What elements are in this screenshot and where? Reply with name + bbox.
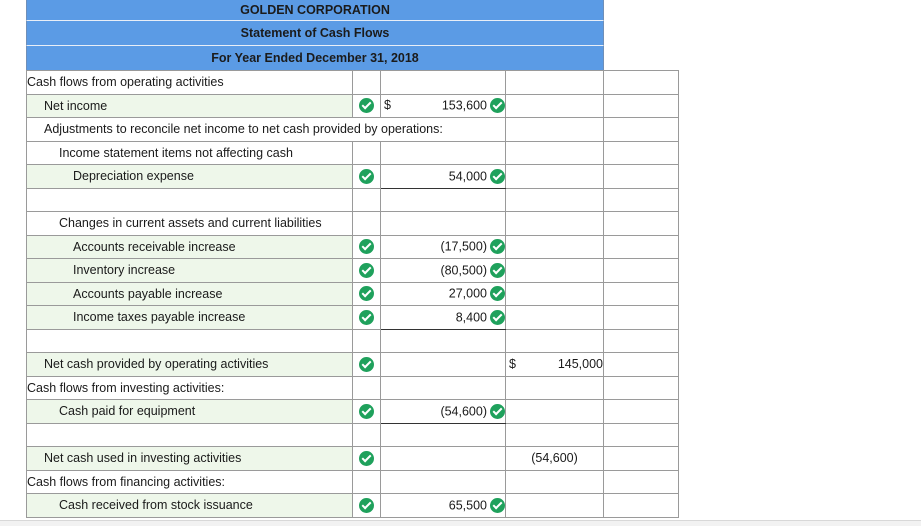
extra-cell — [604, 141, 679, 165]
amount-cell[interactable] — [381, 71, 506, 95]
amount-cell[interactable] — [381, 212, 506, 236]
total-value: 145,000 — [557, 357, 603, 372]
checkmark-icon — [359, 263, 374, 278]
extra-cell — [604, 71, 679, 95]
extra-cell — [604, 235, 679, 259]
row-label[interactable] — [27, 329, 353, 353]
checkmark-icon — [490, 498, 505, 513]
table-row — [27, 188, 679, 212]
row-label[interactable]: Inventory increase — [27, 259, 353, 283]
extra-cell — [604, 376, 679, 400]
amount-value: (17,500) — [440, 239, 487, 254]
cash-flow-table — [26, 70, 679, 518]
amount-cell[interactable] — [381, 165, 506, 189]
extra-cell — [604, 259, 679, 283]
table-row — [27, 235, 679, 259]
statement-period: For Year Ended December 31, 2018 — [211, 51, 419, 65]
checkmark-icon — [359, 98, 374, 113]
extra-cell — [604, 353, 679, 377]
row-check-cell — [353, 188, 381, 212]
amount-cell[interactable] — [381, 282, 506, 306]
checkmark-icon — [359, 498, 374, 513]
row-check-cell — [353, 71, 381, 95]
amount-cell[interactable] — [381, 376, 506, 400]
table-row — [27, 376, 679, 400]
total-cell[interactable] — [506, 118, 604, 142]
extra-cell — [604, 447, 679, 471]
total-cell[interactable] — [506, 212, 604, 236]
amount-cell[interactable] — [381, 306, 506, 330]
amount-cell[interactable] — [381, 353, 506, 377]
currency-symbol: $ — [509, 357, 516, 372]
table-row — [27, 494, 679, 518]
table-row — [27, 400, 679, 424]
total-cell[interactable] — [506, 94, 604, 118]
table-row — [27, 282, 679, 306]
row-label[interactable]: Income taxes payable increase — [27, 306, 353, 330]
total-value: (54,600) — [531, 451, 578, 466]
table-row — [27, 141, 679, 165]
row-check-cell — [353, 447, 381, 471]
row-label[interactable]: Cash paid for equipment — [27, 400, 353, 424]
checkmark-icon — [359, 239, 374, 254]
checkmark-icon — [359, 404, 374, 419]
header-company — [26, 0, 604, 21]
amount-cell[interactable] — [381, 259, 506, 283]
row-check-cell — [353, 259, 381, 283]
total-cell[interactable] — [506, 447, 604, 471]
amount-cell[interactable] — [381, 494, 506, 518]
header-period — [26, 46, 604, 71]
amount-value: 8,400 — [455, 310, 487, 325]
row-label[interactable]: Accounts receivable increase — [27, 235, 353, 259]
extra-cell — [604, 94, 679, 118]
checkmark-icon — [490, 310, 505, 325]
amount-value: (80,500) — [440, 263, 487, 278]
table-row — [27, 306, 679, 330]
company-name: GOLDEN CORPORATION — [240, 3, 390, 17]
extra-cell — [604, 282, 679, 306]
row-label[interactable]: Depreciation expense — [27, 165, 353, 189]
table-row — [27, 94, 679, 118]
amount-cell[interactable] — [381, 447, 506, 471]
row-label[interactable]: Accounts payable increase — [27, 282, 353, 306]
amount-cell[interactable] — [381, 94, 506, 118]
row-check-cell — [353, 353, 381, 377]
table-row — [27, 353, 679, 377]
total-cell[interactable] — [506, 400, 604, 424]
extra-cell — [604, 400, 679, 424]
row-check-cell — [353, 494, 381, 518]
total-cell[interactable] — [506, 353, 604, 377]
checkmark-icon — [359, 310, 374, 325]
row-check-cell — [353, 141, 381, 165]
extra-cell — [604, 212, 679, 236]
checkmark-icon — [359, 451, 374, 466]
table-row — [27, 259, 679, 283]
total-cell[interactable] — [506, 141, 604, 165]
row-check-cell — [353, 282, 381, 306]
row-check-cell — [353, 165, 381, 189]
total-cell[interactable] — [506, 470, 604, 494]
statement-title: Statement of Cash Flows — [240, 26, 390, 40]
row-label: Cash flows from financing activities: — [27, 470, 353, 494]
total-cell[interactable] — [506, 282, 604, 306]
amount-value: 65,500 — [448, 498, 487, 513]
extra-cell — [604, 118, 679, 142]
row-check-cell — [353, 94, 381, 118]
amount-value: 54,000 — [448, 169, 487, 184]
row-check-cell — [353, 235, 381, 259]
amount-cell[interactable] — [381, 235, 506, 259]
page-bottom-edge — [0, 520, 921, 526]
amount-value: 153,600 — [441, 98, 487, 113]
table-row — [27, 165, 679, 189]
row-label[interactable]: Cash received from stock issuance — [27, 494, 353, 518]
total-cell[interactable] — [506, 259, 604, 283]
table-row — [27, 71, 679, 95]
row-check-cell — [353, 329, 381, 353]
row-label: Cash flows from operating activities — [27, 71, 353, 95]
table-row — [27, 423, 679, 447]
checkmark-icon — [490, 239, 505, 254]
checkmark-icon — [490, 169, 505, 184]
checkmark-icon — [359, 357, 374, 372]
total-cell[interactable] — [506, 376, 604, 400]
checkmark-icon — [359, 169, 374, 184]
extra-cell — [604, 329, 679, 353]
checkmark-icon — [490, 98, 505, 113]
amount-cell[interactable] — [381, 188, 506, 212]
checkmark-icon — [359, 286, 374, 301]
extra-cell — [604, 188, 679, 212]
row-label: Cash flows from investing activities: — [27, 376, 353, 400]
total-cell[interactable] — [506, 165, 604, 189]
total-cell[interactable] — [506, 494, 604, 518]
table-row — [27, 470, 679, 494]
row-label[interactable]: Net cash provided by operating activities — [27, 353, 353, 377]
table-row — [27, 118, 679, 142]
checkmark-icon — [490, 404, 505, 419]
row-label[interactable] — [27, 423, 353, 447]
table-row — [27, 212, 679, 236]
total-cell[interactable] — [506, 306, 604, 330]
total-cell[interactable] — [506, 188, 604, 212]
extra-cell — [604, 423, 679, 447]
extra-cell — [604, 165, 679, 189]
row-check-cell — [353, 423, 381, 447]
amount-cell[interactable] — [381, 329, 506, 353]
amount-cell[interactable] — [381, 141, 506, 165]
header-statement — [26, 21, 604, 46]
row-label: Income statement items not affecting cash — [27, 141, 353, 165]
checkmark-icon — [490, 286, 505, 301]
row-label[interactable]: Net income — [27, 94, 353, 118]
extra-cell — [604, 306, 679, 330]
row-label[interactable]: Net cash used in investing activities — [27, 447, 353, 471]
row-check-cell — [353, 212, 381, 236]
currency-symbol: $ — [384, 98, 391, 113]
total-cell[interactable] — [506, 423, 604, 447]
row-check-cell — [353, 376, 381, 400]
row-check-cell — [353, 470, 381, 494]
table-row — [27, 329, 679, 353]
amount-cell[interactable] — [381, 470, 506, 494]
extra-cell — [604, 470, 679, 494]
row-check-cell — [353, 306, 381, 330]
total-cell[interactable] — [506, 71, 604, 95]
amount-cell[interactable] — [381, 423, 506, 447]
total-cell[interactable] — [506, 329, 604, 353]
row-label: Changes in current assets and current liabilities — [27, 212, 353, 236]
amount-value: (54,600) — [440, 404, 487, 419]
row-label: Adjustments to reconcile net income to net cash provided by operations: — [27, 118, 506, 142]
row-check-cell — [353, 400, 381, 424]
total-cell[interactable] — [506, 235, 604, 259]
table-row — [27, 447, 679, 471]
amount-cell[interactable] — [381, 400, 506, 424]
row-label[interactable] — [27, 188, 353, 212]
extra-cell — [604, 494, 679, 518]
amount-value: 27,000 — [448, 286, 487, 301]
checkmark-icon — [490, 263, 505, 278]
